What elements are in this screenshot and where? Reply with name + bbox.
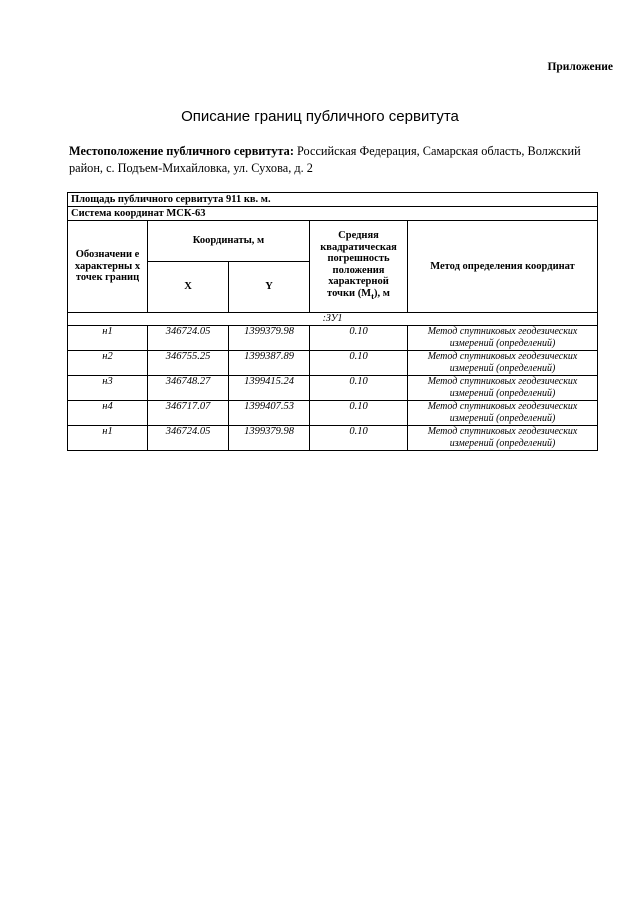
y-header: Y [229, 262, 310, 313]
zone-row: :ЗУ1 [68, 313, 598, 326]
table-row [68, 400, 598, 425]
error-header-sub: t [371, 291, 375, 302]
location-label: Местоположение публичного сервитута: [69, 144, 294, 158]
error-cell: 0.10 [310, 350, 408, 375]
x-cell: 346724.05 [148, 425, 229, 450]
method-cell: Метод спутниковых геодезических измерений (определений) [408, 425, 598, 450]
method-cell: Метод спутниковых геодезических измерений (определений) [408, 325, 598, 350]
appendix-label: Приложение [547, 61, 613, 73]
error-header [310, 221, 408, 313]
point-cell: н4 [68, 400, 148, 425]
location-value: Российская Федерация, Самарская область, Волжский район, с. Подъем-Михайловка, ул. Сухова, д. 2 [69, 144, 581, 175]
error-cell: 0.10 [310, 400, 408, 425]
point-cell: н2 [68, 350, 148, 375]
x-cell: 346748.27 [148, 375, 229, 400]
crs-row: Система координат МСК-63 [68, 207, 598, 221]
x-header: X [148, 262, 229, 313]
table-row [68, 325, 598, 350]
error-cell: 0.10 [310, 375, 408, 400]
y-cell: 1399407.53 [229, 400, 310, 425]
location-paragraph [69, 143, 604, 177]
error-cell: 0.10 [310, 425, 408, 450]
error-header-text: Средняя квадратическая погрешность положения характерной точки (M [320, 230, 397, 299]
method-cell: Метод спутниковых геодезических измерений (определений) [408, 400, 598, 425]
method-cell: Метод спутниковых геодезических измерений (определений) [408, 350, 598, 375]
point-cell: н1 [68, 425, 148, 450]
x-cell: 346724.05 [148, 325, 229, 350]
boundary-table [67, 192, 598, 451]
points-header: Обозначени е характерны х точек границ [68, 221, 148, 313]
table-row [68, 425, 598, 450]
table-row [68, 350, 598, 375]
area-row: Площадь публичного сервитута 911 кв. м. [68, 193, 598, 207]
table-row [68, 375, 598, 400]
point-cell: н3 [68, 375, 148, 400]
document-title: Описание границ публичного сервитута [181, 108, 459, 125]
point-cell: н1 [68, 325, 148, 350]
x-cell: 346717.07 [148, 400, 229, 425]
coords-header: Координаты, м [148, 221, 310, 262]
y-cell: 1399379.98 [229, 325, 310, 350]
error-cell: 0.10 [310, 325, 408, 350]
y-cell: 1399387.89 [229, 350, 310, 375]
error-header-suffix: ), м [374, 287, 390, 299]
y-cell: 1399379.98 [229, 425, 310, 450]
method-cell: Метод спутниковых геодезических измерений (определений) [408, 375, 598, 400]
x-cell: 346755.25 [148, 350, 229, 375]
method-header: Метод определения координат [408, 221, 598, 313]
y-cell: 1399415.24 [229, 375, 310, 400]
